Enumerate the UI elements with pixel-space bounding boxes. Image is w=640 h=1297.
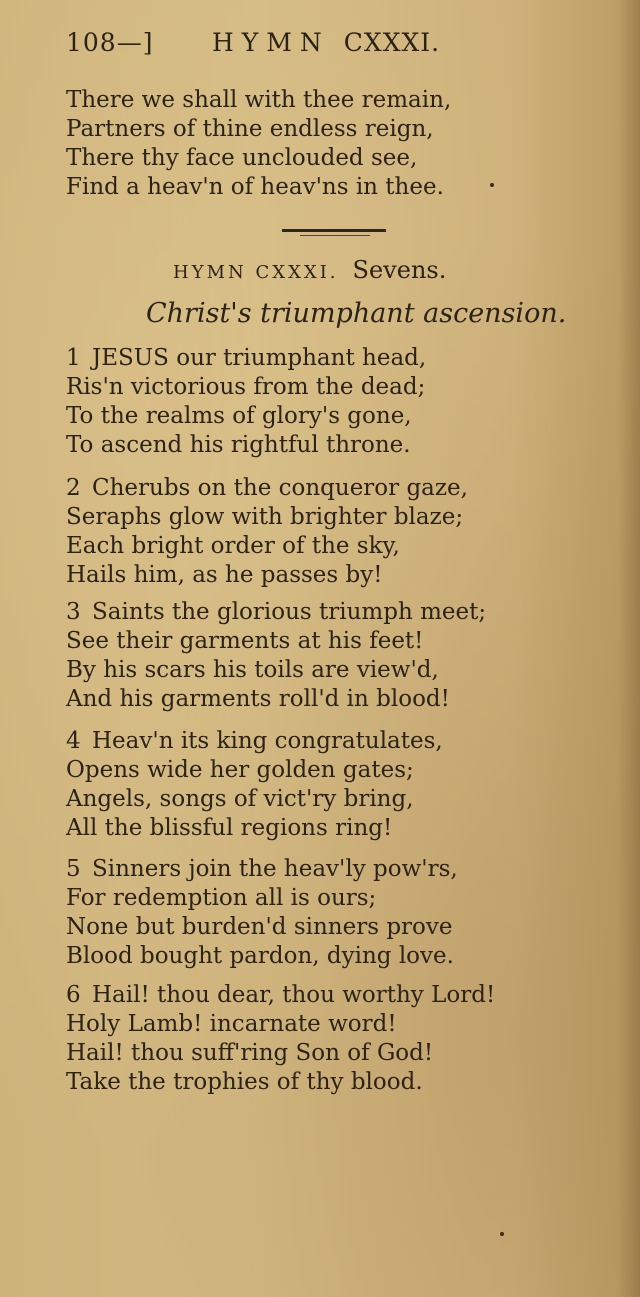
- stanza-line-text: JESUS our triumphant head,: [92, 345, 427, 371]
- stanza-line: Seraphs glow with brighter blaze;: [66, 504, 464, 530]
- section-divider: [282, 229, 386, 232]
- stanza-line: By his scars his toils are view'd,: [66, 657, 439, 683]
- stanza-line: Angels, songs of vict'ry bring,: [66, 786, 414, 812]
- stanza-line-text: Cherubs on the conqueror gaze,: [92, 475, 468, 501]
- page-number: 108—]: [66, 28, 154, 57]
- stanza-line: [66, 474, 468, 502]
- running-title: [212, 28, 440, 57]
- previous-hymn-line: Find a heav'n of heav'ns in thee.: [66, 174, 444, 200]
- previous-hymn-line: There we shall with thee remain,: [66, 87, 452, 113]
- page-header: [66, 28, 496, 68]
- stanza-line: Ris'n victorious from the dead;: [66, 374, 426, 400]
- stanza-number: 5: [66, 856, 81, 882]
- stanza-line: Blood bought pardon, dying love.: [66, 943, 454, 969]
- stanza-number: 1: [66, 345, 81, 371]
- hymn-heading: [173, 256, 446, 284]
- ink-speck: [490, 183, 494, 187]
- stanza-line-text: Saints the glorious triumph meet;: [92, 599, 487, 625]
- stanza-number: 6: [66, 982, 81, 1008]
- hymn-meter: Sevens.: [352, 256, 447, 284]
- stanza-line: To the realms of glory's gone,: [66, 403, 412, 429]
- stanza-line: [66, 598, 486, 626]
- stanza-line: Opens wide her golden gates;: [66, 757, 414, 783]
- page-edge-shadow: [618, 0, 640, 1297]
- ink-speck: [500, 1232, 504, 1236]
- stanza-line-text: Sinners join the heav'ly pow'rs,: [92, 856, 458, 882]
- stanza-line: Hails him, as he passes by!: [66, 562, 383, 588]
- stanza-line: [66, 727, 443, 755]
- stanza-line: Take the trophies of thy blood.: [66, 1069, 423, 1095]
- running-title-number: CXXXI.: [343, 28, 441, 57]
- stanza-line: None but burden'd sinners prove: [66, 914, 453, 940]
- stanza-line: Hail! thou suff'ring Son of God!: [66, 1040, 434, 1066]
- hymn-subtitle: Christ's triumphant ascension.: [146, 298, 567, 329]
- section-divider-thin: [300, 235, 370, 236]
- previous-hymn-line: There thy face unclouded see,: [66, 145, 418, 171]
- stanza-line: Holy Lamb! incarnate word!: [66, 1011, 397, 1037]
- running-title-word: HYMN: [212, 28, 330, 57]
- stanza-line-text: Heav'n its king congratulates,: [92, 728, 443, 754]
- stanza-number: 3: [66, 599, 81, 625]
- stanza-line: Each bright order of the sky,: [66, 533, 400, 559]
- hymn-number: HYMN CXXXI.: [173, 262, 339, 283]
- stanza-line: [66, 855, 458, 883]
- stanza-line: All the blissful regions ring!: [66, 815, 393, 841]
- stanza-line: To ascend his rightful throne.: [66, 432, 411, 458]
- stanza-number: 4: [66, 728, 81, 754]
- stanza-line: See their garments at his feet!: [66, 628, 424, 654]
- stanza-line: [66, 344, 426, 372]
- stanza-line-text: Hail! thou dear, thou worthy Lord!: [92, 982, 496, 1008]
- stanza-line: For redemption all is ours;: [66, 885, 377, 911]
- stanza-line: [66, 981, 495, 1009]
- previous-hymn-line: Partners of thine endless reign,: [66, 116, 434, 142]
- stanza-line: And his garments roll'd in blood!: [66, 686, 450, 712]
- stanza-number: 2: [66, 475, 81, 501]
